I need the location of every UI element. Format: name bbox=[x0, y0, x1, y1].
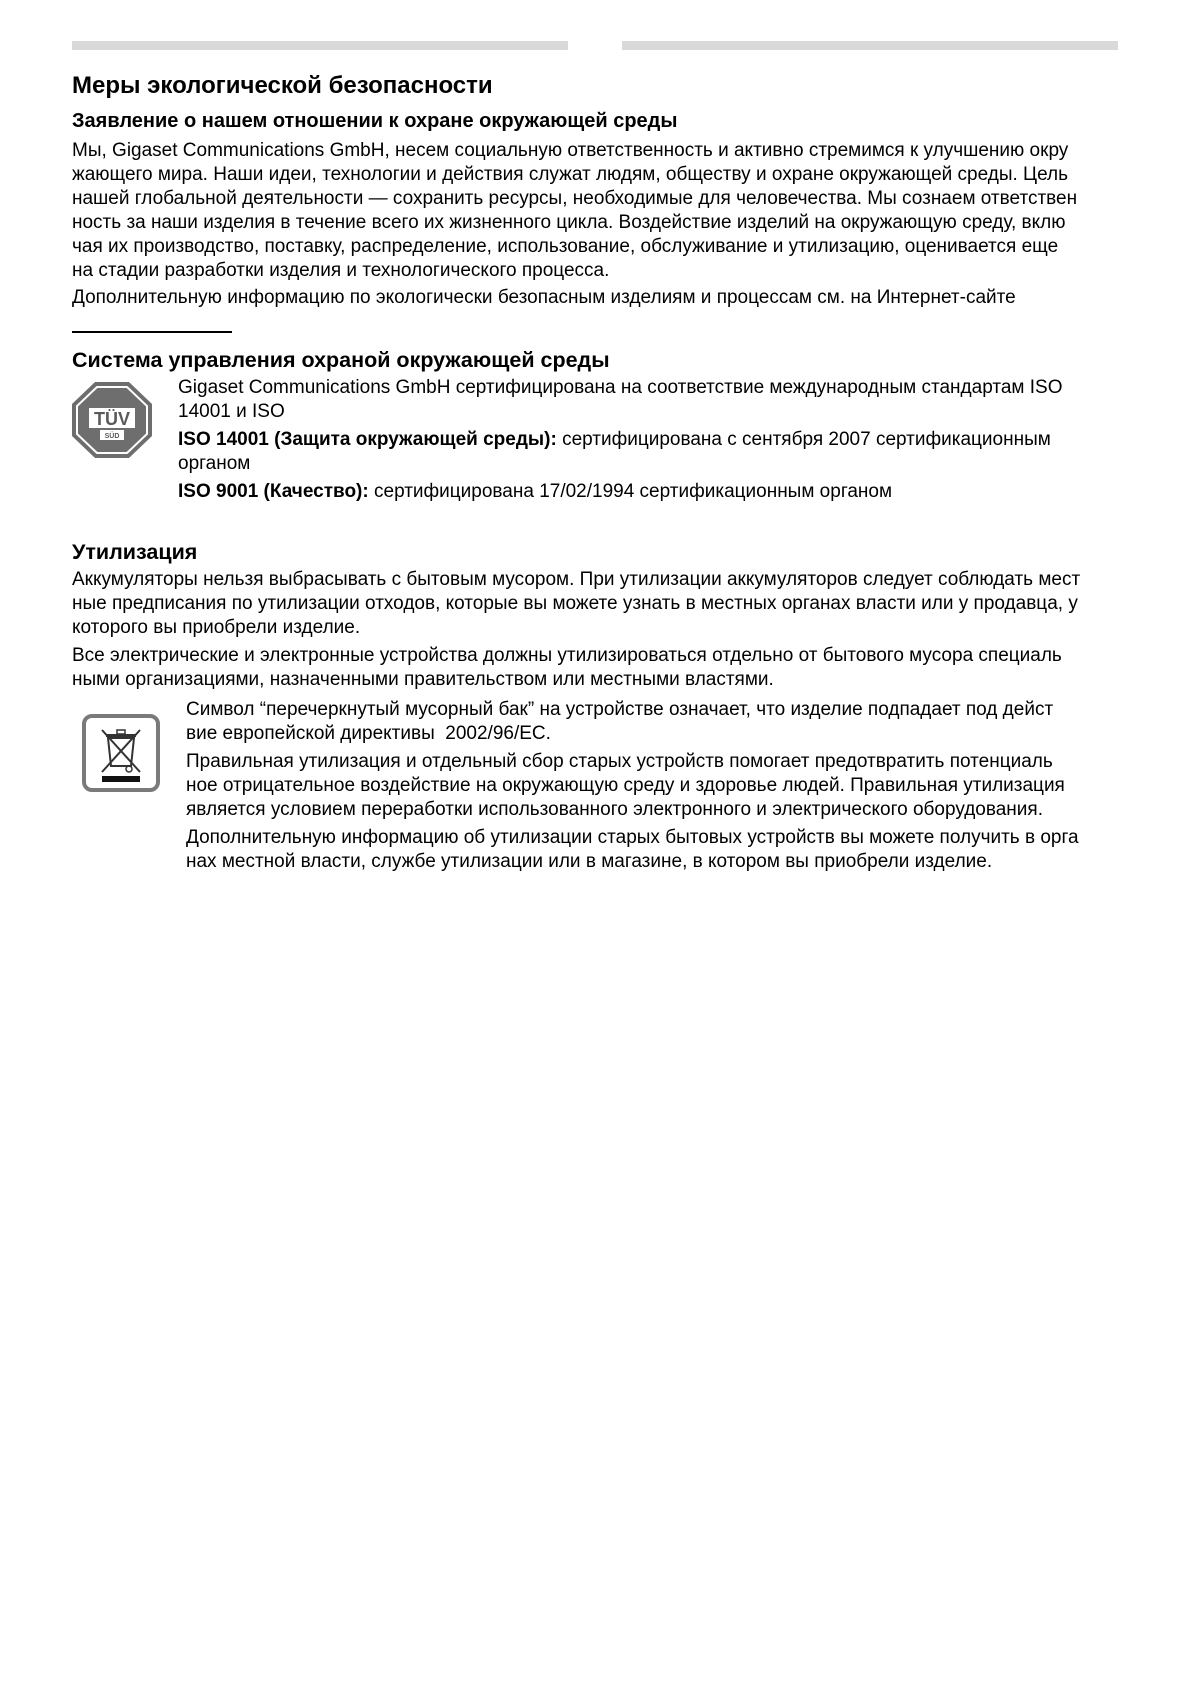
paragraph-line: чая их производство, поставку, распределение, использование, обслуживание и утилизацию, оценивается еще bbox=[72, 236, 1059, 257]
proper-line: Правильная утилизация и отдельный сбор старых устройств помогает предотвратить потенциаль bbox=[186, 751, 1053, 772]
paragraph-line: нашей глобальной деятельности — сохранить ресурсы, необходимые для человечества. Мы сознаем ответствен bbox=[72, 188, 1078, 209]
iso9001-line bbox=[178, 480, 1062, 504]
disposal-symbol-text bbox=[186, 698, 1079, 874]
crossed-bin-icon bbox=[82, 714, 160, 792]
paragraph-line: Все электрические и электронные устройства должны утилизироваться отдельно от бытового мусора специаль bbox=[72, 645, 1062, 666]
info-line: нах местной власти, службе утилизации или в магазине, в котором вы приобрели изделие. bbox=[186, 851, 993, 872]
paragraph-line: жающего мира. Наши идеи, технологии и действия служат людям, обществу и охране окружающей среды. Цель bbox=[72, 164, 1069, 185]
iso14001-label: ISO 14001 (Защита окружающей среды): bbox=[178, 429, 557, 450]
page-title: Меры экологической безопасности bbox=[72, 72, 493, 99]
info-line: Дополнительную информацию об утилизации старых бытовых устройств вы можете получить в орга bbox=[186, 827, 1079, 848]
paragraph-line: на стадии разработки изделия и технологического процесса. bbox=[72, 260, 610, 281]
ems-heading: Система управления охраной окружающей среды bbox=[72, 348, 610, 372]
proper-line: является условием переработки использованного электронного и электрического оборудования. bbox=[186, 799, 1043, 820]
iso9001-label: ISO 9001 (Качество): bbox=[178, 481, 369, 502]
cert-line: 14001 и ISO bbox=[178, 401, 285, 422]
iso14001-line bbox=[178, 428, 1062, 452]
paragraph-line: Мы, Gigaset Communications GmbH, несем социальную ответственность и активно стремимся к улучшению окру bbox=[72, 140, 1069, 161]
proper-line: ное отрицательное воздействие на окружающую среду и здоровье людей. Правильная утилизация bbox=[186, 775, 1065, 796]
iso14001-text: сертифицирована с сентября 2007 сертификационным bbox=[556, 429, 1051, 450]
paragraph-line: Аккумуляторы нельзя выбрасывать с бытовым мусором. При утилизации аккумуляторов следует соблюдать мест bbox=[72, 569, 1081, 590]
iso9001-text: сертифицирована 17/02/1994 сертификационным органом bbox=[368, 481, 893, 502]
header-bar-left bbox=[72, 41, 568, 50]
tuv-sud-logo-icon bbox=[72, 382, 152, 458]
footnote-rule bbox=[72, 331, 232, 333]
ems-text bbox=[178, 376, 1062, 504]
more-info-line: Дополнительную информацию по экологически безопасным изделиям и процессам см. на Интернет-сайте bbox=[72, 287, 1016, 308]
electronics-paragraph bbox=[72, 644, 1062, 692]
statement-heading: Заявление о нашем отношении к охране окружающей среды bbox=[72, 110, 678, 132]
symbol-line: Символ “перечеркнутый мусорный бак” на устройстве означает, что изделие подпадает под дейст bbox=[186, 699, 1054, 720]
paragraph-line: ность за наши изделия в течение всего их жизненного цикла. Воздействие изделий на окружающую среду, вклю bbox=[72, 212, 1066, 233]
iso14001-line: органом bbox=[178, 453, 251, 474]
paragraph-line: которого вы приобрели изделие. bbox=[72, 617, 361, 638]
header-bar-right bbox=[622, 41, 1118, 50]
cert-line: Gigaset Communications GmbH сертифицирована на соответствие международным стандартам ISO bbox=[178, 377, 1063, 398]
more-info-paragraph bbox=[72, 286, 1016, 310]
statement-paragraph bbox=[72, 139, 1077, 283]
paragraph-line: ные предписания по утилизации отходов, которые вы можете узнать в местных органах власти или у продавца, у bbox=[72, 593, 1078, 614]
paragraph-line: ными организациями, назначенными правительством или местными властями. bbox=[72, 669, 774, 690]
logo-text: TÜV bbox=[94, 409, 130, 429]
symbol-line: вие европейской директивы 2002/96/EC. bbox=[186, 723, 551, 744]
logo-subtext: SÜD bbox=[104, 433, 120, 440]
disposal-heading: Утилизация bbox=[72, 540, 198, 564]
batteries-paragraph bbox=[72, 568, 1080, 640]
